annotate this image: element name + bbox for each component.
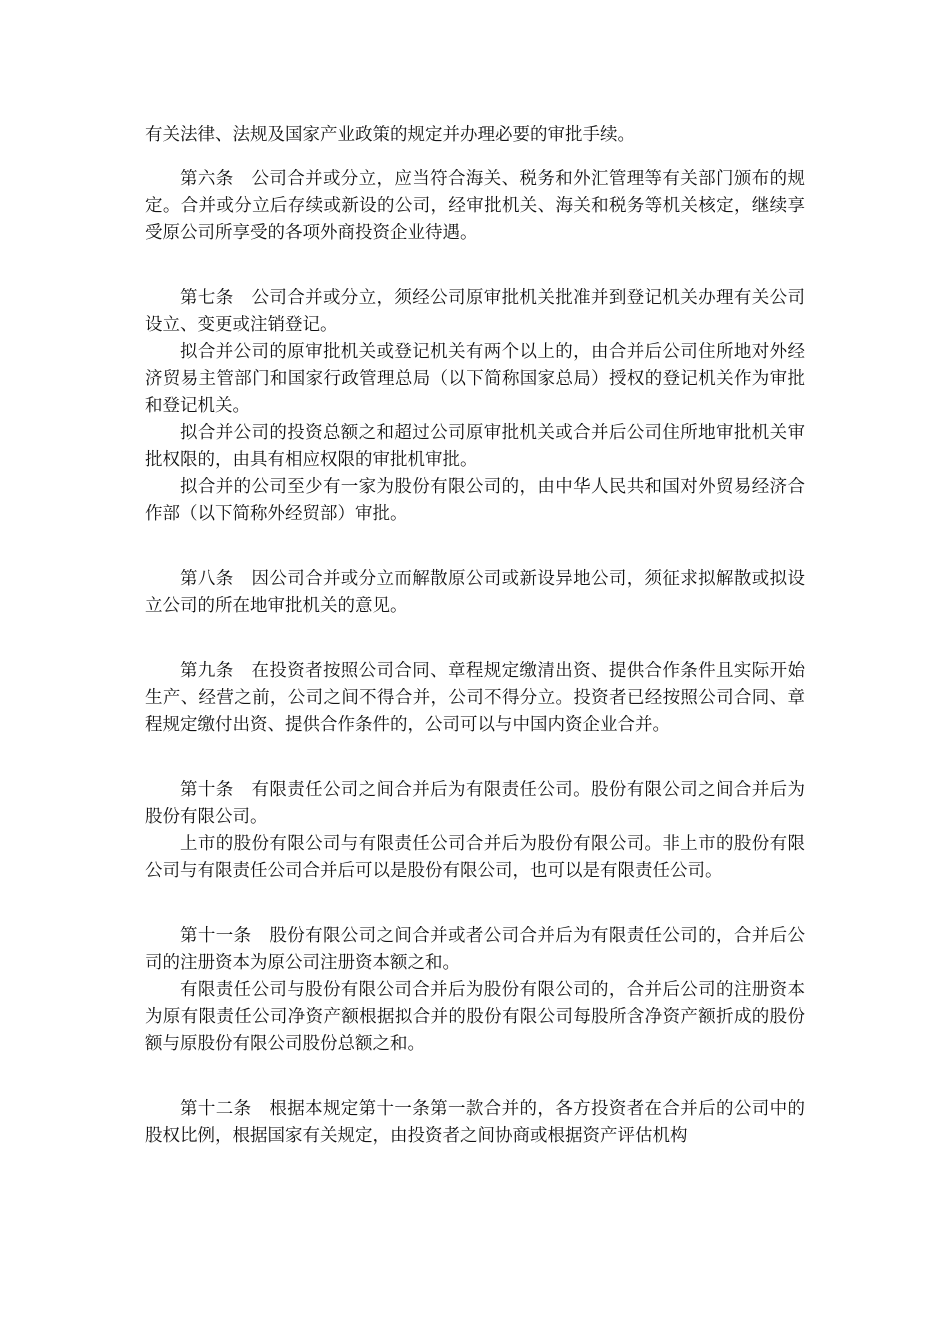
article-6: 第六条 公司合并或分立，应当符合海关、税务和外汇管理等有关部门颁布的规定。合并或分立后存续或新设的公司，经审批机关、海关和税务等机关核定，继续享受原公司所享受的各项外商投资企业待遇。 xyxy=(145,169,805,243)
article-10: 第十条 有限责任公司之间合并后为有限责任公司。股份有限公司之间合并后为股份有限公司。 xyxy=(145,780,805,827)
article-8: 第八条 因公司合并或分立而解散原公司或新设异地公司，须征求拟解散或拟设立公司的所在地审批机关的意见。 xyxy=(145,569,805,616)
article-11: 第十一条 股份有限公司之间合并或者公司合并后为有限责任公司的，合并后公司的注册资本为原公司注册资本额之和。 xyxy=(145,926,805,973)
article-10-clause-2: 上市的股份有限公司与有限责任公司合并后为股份有限公司。非上市的股份有限公司与有限责任公司合并后可以是股份有限公司，也可以是有限责任公司。 xyxy=(145,834,805,881)
document-body xyxy=(145,122,805,1150)
paragraph-continuation: 有关法律、法规及国家产业政策的规定并办理必要的审批手续。 xyxy=(145,125,635,145)
article-7-clause-4: 拟合并的公司至少有一家为股份有限公司的，由中华人民共和国对外贸易经济合作部（以下简称外经贸部）审批。 xyxy=(145,477,805,524)
article-7-clause-3: 拟合并公司的投资总额之和超过公司原审批机关或合并后公司住所地审批机关审批权限的，由具有相应权限的审批机审批。 xyxy=(145,423,805,470)
article-11-clause-2: 有限责任公司与股份有限公司合并后为股份有限公司的，合并后公司的注册资本为原有限责任公司净资产额根据拟合并的股份有限公司每股所含净资产额折成的股份额与原股份有限公司股份总额之和。 xyxy=(145,980,805,1054)
article-9: 第九条 在投资者按照公司合同、章程规定缴清出资、提供合作条件且实际开始生产、经营之前，公司之间不得合并，公司不得分立。投资者已经按照公司合同、章程规定缴付出资、提供合作条件的，公司可以与中国内资企业合并。 xyxy=(145,661,805,735)
article-7: 第七条 公司合并或分立，须经公司原审批机关批准并到登记机关办理有关公司设立、变更或注销登记。 xyxy=(145,288,805,335)
article-7-clause-2: 拟合并公司的原审批机关或登记机关有两个以上的，由合并后公司住所地对外经济贸易主管部门和国家行政管理总局（以下简称国家总局）授权的登记机关作为审批和登记机关。 xyxy=(145,342,805,416)
article-12: 第十二条 根据本规定第十一条第一款合并的，各方投资者在合并后的公司中的股权比例，根据国家有关规定，由投资者之间协商或根据资产评估机构 xyxy=(145,1099,805,1146)
